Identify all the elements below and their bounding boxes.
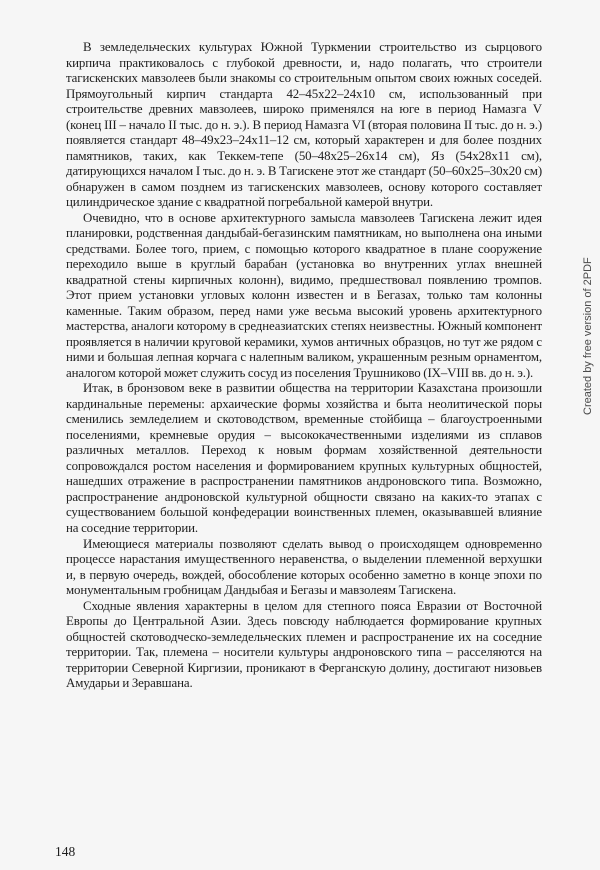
paragraph-1: В земледельческих культурах Южной Туркмении строительство из сырцового кирпича практиковалось с глубокой древности, и, надо полагать, что строители тагискенских мавзолеев были знакомы со строительным опытом своих южных соседей. Прямоугольный кирпич стандарта 42–45х22–24х10 см, использованный при строительстве древних мавзолеев, широко применялся на юге в период Намазга V (конец III – начало II тыс. до н. э.). В период Намазга VI (вторая половина II тыс. до н. э.) появляется стандарт 48–49х23–24х11–12 см, который характерен и для более поздних памятников, таких, как Теккем-тепе (50–48х25–26х14 см), Яз (54х28х11 см), датирующихся началом I тыс. до н. э. В Тагискене этот же стандарт (50–60х25–30х20 см) обнаружен в самом позднем из тагискенских мавзолеев, основу которого составляет цилиндрическое здание с квадратной погребальной камерой внутри. [66, 40, 542, 210]
page-body-text [66, 40, 542, 692]
paragraph-5: Сходные явления характерны в целом для степного пояса Евразии от Восточной Европы до Центральной Азии. Здесь повсюду наблюдается формирование крупных общностей скотоводческо-земледельческих племен и распространение их на соседние территории. Так, племена – носители культуры андроновского типа – расселяются на территории Северной Киргизии, проникают в Ферганскую долину, достигают низовьев Амударьи и Зеравшана. [66, 598, 542, 691]
page-number: 148 [55, 844, 76, 859]
paragraph-4: Имеющиеся материалы позволяют сделать вывод о происходящем одновременно процессе нарастания имущественного неравенства, о выделении племенной верхушки и, в первую очередь, вождей, обособление которых особенно заметно в конце эпохи по монументальным гробницам Дандыбая и Бегазы и мавзолеям Тагискена. [66, 536, 542, 598]
paragraph-3: Итак, в бронзовом веке в развитии общества на территории Казахстана произошли кардинальные перемены: архаические формы хозяйства и быта неолитической поры сменились земледелием и скотоводством, временные стойбища – благоустроенными поселениями, кремневые орудия – высококачественными изделиями из сплавов различных металлов. Переход к новым формам хозяйственной деятельности сопровождался ростом населения и формированием крупных культурных общностей, нашедших отражение в распространении памятников андроновского типа. Возможно, распространение андроновской культурной общности связано на каких-то этапах с существованием большой конфедерации воинственных племен, оказывавшей влияние на соседние территории. [66, 381, 542, 535]
paragraph-2: Очевидно, что в основе архитектурного замысла мавзолеев Тагискена лежит идея планировки, родственная дандыбай-бегазинским памятникам, но выполнена она иными средствами. Более того, прием, с помощью которого квадратное в плане сооружение переходило выше в круглый барабан (установка во внутренних углах внешней квадратной стены кирпичных колонн), видимо, предшествовал появлению тромпов. Этот прием установки угловых колонн известен и в Бегазах, только там колонны каменные. Таким образом, перед нами уже весьма высокий уровень архитектурного мастерства, аналоги которому в среднеазиатских степях неизвестны. Южный компонент проявляется в наличии круговой керамики, хумов античных образцов, но тут же рядом с ними и большая лепная корчага с налепным валиком, украшенным резным орнаментом, аналогом которой может служить сосуд из поселения Трушниково (IX–VIII вв. до н. э.). [66, 210, 542, 380]
watermark-text: Created by free version of 2PDF [582, 257, 594, 415]
